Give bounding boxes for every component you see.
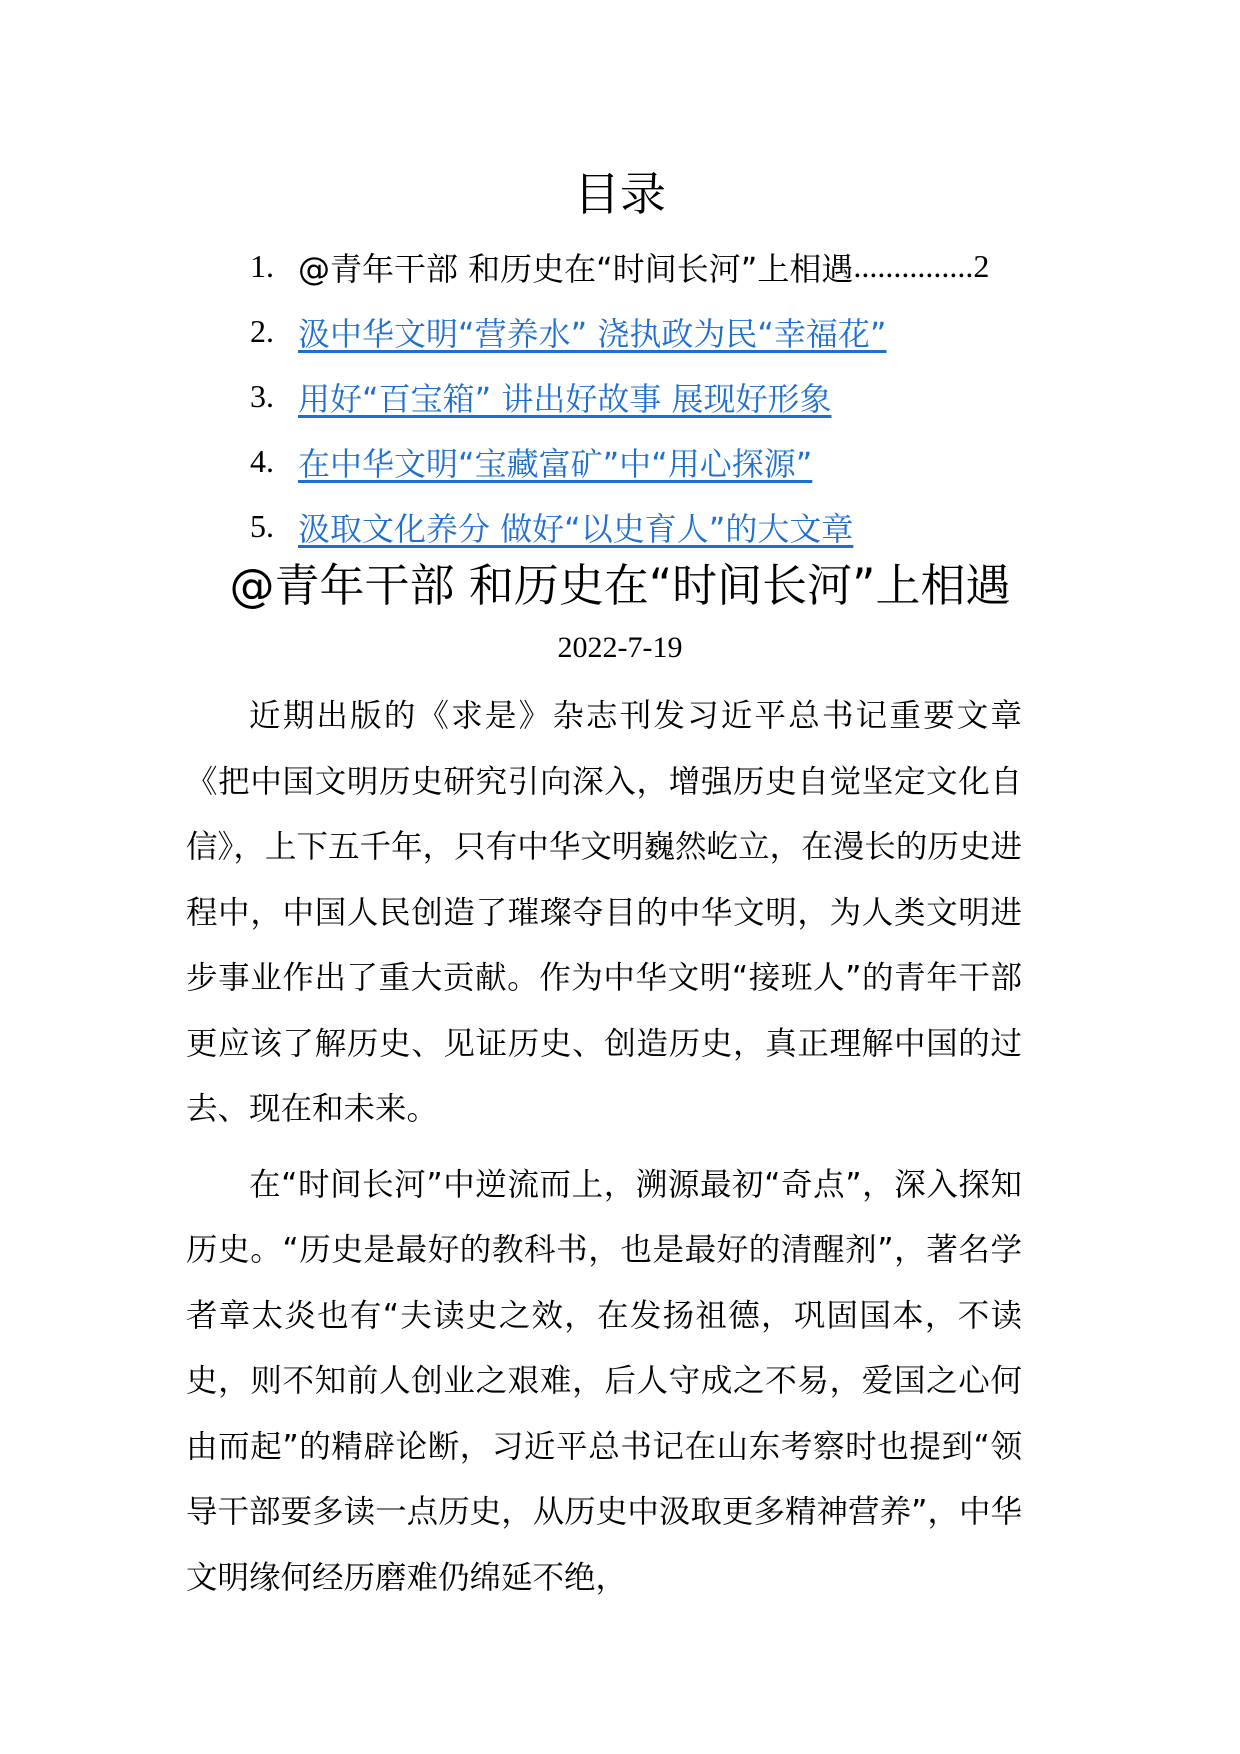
toc-leader-dots: ............... bbox=[853, 248, 974, 284]
toc-item-2[interactable] bbox=[250, 299, 1070, 364]
toc-item-4[interactable] bbox=[250, 429, 1070, 494]
toc-item-link[interactable]: 在中华文明“宝藏富矿”中“用心探源” bbox=[298, 444, 813, 483]
toc-item-number: 2. bbox=[250, 313, 274, 349]
toc-item-number: 3. bbox=[250, 378, 274, 414]
toc-item-1[interactable] bbox=[250, 234, 1070, 299]
toc-title: 目录 bbox=[574, 167, 666, 221]
toc-item-number: 1. bbox=[250, 248, 274, 284]
article-date: 2022-7-19 bbox=[557, 631, 683, 664]
article-title: @青年干部 和历史在“时间长河”上相遇 bbox=[229, 559, 1011, 612]
toc-item-link[interactable]: 用好“百宝箱” 讲出好故事 展现好形象 bbox=[298, 379, 832, 418]
toc-item-3[interactable] bbox=[250, 364, 1070, 429]
table-of-contents bbox=[250, 234, 1070, 559]
toc-page-number: 2 bbox=[973, 248, 990, 284]
toc-item-number: 4. bbox=[250, 443, 274, 479]
toc-item-link[interactable]: 汲中华文明“营养水” 浇执政为民“幸福花” bbox=[298, 314, 887, 353]
toc-item-link[interactable]: 汲取文化养分 做好“以史育人”的大文章 bbox=[298, 509, 854, 548]
toc-item-number: 5. bbox=[250, 508, 274, 544]
toc-item-5[interactable] bbox=[250, 494, 1070, 559]
article-body bbox=[186, 684, 1022, 1621]
toc-item-text[interactable]: @青年干部 和历史在“时间长河”上相遇 bbox=[298, 249, 854, 288]
article-paragraph-2: 在“时间长河”中逆流而上，溯源最初“奇点”，深入探知历史。“历史是最好的教科书，也是最好的清醒剂”，著名学者章太炎也有“夫读史之效，在发扬祖德，巩固国本，不读史，则不知前人创业之艰难，后人守成之不易，爱国之心何由而起”的精辟论断，习近平总书记在山东考察时也提到“领导干部要多读一点历史，从历史中汲取更多精神营养”，中华文明缘何经历磨难仍绵延不绝， bbox=[186, 1166, 1022, 1596]
article-paragraph-1: 近期出版的《求是》杂志刊发习近平总书记重要文章《把中国文明历史研究引向深入，增强历史自觉坚定文化自信》，上下五千年，只有中华文明巍然屹立，在漫长的历史进程中，中国人民创造了璀璨夺目的中华文明，为人类文明进步事业作出了重大贡献。作为中华文明“接班人”的青年干部更应该了解历史、见证历史、创造历史，真正理解中国的过去、现在和未来。 bbox=[186, 698, 1022, 1127]
